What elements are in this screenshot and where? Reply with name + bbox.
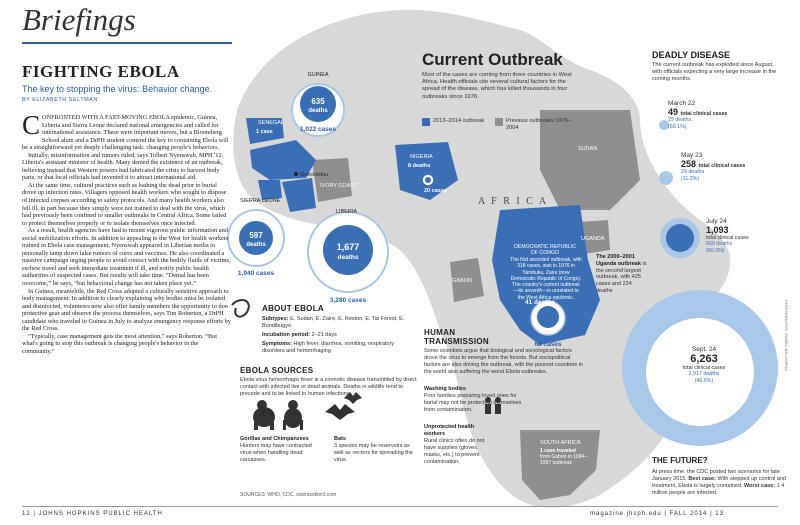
sl-deaths-label: deaths <box>246 242 266 248</box>
paragraph: ONFRONTED WITH A FAST-MOVING EBOLA epidemic, Guinea, Liberia and Sierra Leone declared national emergencies and called for international assistance. These were important moves, but a Bloomberg School alum and a DrPH student contend the key to containing Ebola will be a straightforward yet deeply challenging task: changing people's behaviors. <box>22 114 229 152</box>
worst-case-text: 1.4 million people are infected. <box>652 483 785 496</box>
legend-previous: Previous outbreaks 1976–2004 <box>506 118 571 131</box>
best-case-text: With stepped up control and treatment, Ebola is largely contained. <box>652 476 786 489</box>
nigeria-deaths-circle <box>425 177 431 183</box>
paragraph: At the same time, cultural practices such as bathing the dead prior to burial drove up infection rates. Villagers opposed health workers who sought to dispose of infected corpses according to safety protocols. And many health workers also fell ill, in part because they simply were not trained to deal with the virus, which had previously been confined to smaller outbreaks in Central Africa. Some failed to protect themselves properly or to isolate themselves once infected. <box>22 181 227 227</box>
drc-deaths: 41 deaths <box>525 299 555 306</box>
subtypes-value: E. Sudan, E. Zaire, E. Reston, E. Tai Forest, E. Bundibugyo <box>262 316 405 329</box>
article-body <box>22 110 232 356</box>
workers-text: Rural clinics often do not have supplies (gloves, masks, etc.) to prevent contamination. <box>424 438 485 465</box>
sierra-leone-label: SIERRA LEONE <box>240 198 281 204</box>
sources-title: EBOLA SOURCES <box>240 366 314 375</box>
liberia-deaths-num: 1,677 <box>336 242 360 252</box>
workers-note <box>424 424 486 466</box>
dropcap: C <box>22 110 41 140</box>
symptoms-label: Symptoms: <box>262 341 292 347</box>
paragraph: Initially, misinformation and rumors ruled, says Tolbert Nyenswah, MPH '12, Liberia's assistant minister of health. Many denied the existence of an outbreak, believing instead that Western powers had fabricated the crisis to harvest body parts, or that local officials had invented it to attract international aid. <box>22 151 224 182</box>
gorillas-note <box>240 436 322 464</box>
transmission-text: Some scientists argue that biological and sociological factors drove the virus to emerge from the forests. But sociopolitical factors are also driving the outbreak, with the poorest countries in the world also suffering the worst Ebola outbreaks. <box>424 348 583 375</box>
legend-swatch-previous <box>495 118 503 126</box>
future-intro: At press time, the CDC posted two scenarios for late January 2015. <box>652 469 780 482</box>
timeline-circle-may <box>659 171 673 185</box>
drc-cases: 68 cases <box>534 341 562 348</box>
washing-title: Washing bodies <box>424 386 466 392</box>
drc-label: DEMOCRATIC REPUBLIC OF CONGO <box>514 244 576 257</box>
about-incubation <box>262 332 412 339</box>
guinea-deaths-num: 635 <box>311 97 325 106</box>
section-rule <box>22 42 232 44</box>
africa-label: A F R I C A <box>478 196 549 207</box>
symptoms-value: High fever, diarrhea, vomiting, respiratory disorders and hemorrhaging <box>262 341 395 354</box>
about-symptoms <box>262 341 412 355</box>
bats-text: 3 species may be reservoirs as well as vectors for spreading the virus. <box>334 443 413 463</box>
timeline-entry-july <box>706 218 776 254</box>
section-title: Briefings <box>22 2 136 37</box>
gorillas-text: Hunters may have contracted virus when handling dead carcasses. <box>240 443 312 463</box>
future-title: THE FUTURE? <box>652 456 708 465</box>
footer-left: 12 | JOHNS HOPKINS PUBLIC HEALTH <box>22 511 163 517</box>
timeline-entry-march <box>668 100 748 130</box>
ivory-coast-label: IVORY COAST <box>320 183 358 189</box>
timeline-date: May 23 <box>681 152 703 159</box>
timeline-percent: (59.1%) <box>668 123 687 130</box>
subtypes-label: Subtypes: <box>262 316 289 322</box>
about-ebola-title: ABOUT EBOLA <box>262 304 324 313</box>
timeline-total: 258 total clinical cases <box>681 159 746 169</box>
south-africa-note <box>540 448 598 467</box>
transmission-title: HUMAN TRANSMISSION <box>424 328 489 346</box>
sierra-leone-shape <box>258 180 282 200</box>
sa-note-text: from Gabon in 1994–1997 outbreak <box>540 454 587 467</box>
timeline-deaths: 2,917 deaths <box>688 371 720 377</box>
article-dek: The key to stopping the virus: Behavior change. <box>22 84 213 94</box>
bats-note <box>334 436 414 464</box>
drc-deaths-circle <box>537 306 559 328</box>
timeline-total-label: total clinical cases <box>706 235 749 241</box>
uganda-outbreak-title: The 2000–2001 Uganda outbreak <box>596 254 641 267</box>
washing-note <box>424 386 524 414</box>
timeline-total-label: total clinical cases <box>682 365 726 371</box>
timeline-entry-sept <box>676 346 732 384</box>
timeline-date: July 24 <box>706 218 727 225</box>
liberia-label: LIBERIA <box>336 209 358 215</box>
legend-swatch-current <box>422 118 430 126</box>
timeline-date: Sept. 24 <box>691 346 717 353</box>
sources-text: Ebola virus hemorrhagic fever is a zoonotic disease transmitted by direct contact with infected live or dead animals. Deaths in wildlife tend to precede and to be linked to human infections. <box>240 377 417 397</box>
drc-description: The first recorded outbreak, with 318 cases, was in 1976 in Yambuku, Zaire (now Democratic Republic of Congo). The country's current outbreak—its seventh—is unrelated to the West Africa epidemic. <box>510 257 582 301</box>
timeline-circle-july-inner <box>666 224 694 252</box>
timeline-total: 6,263 <box>690 353 718 365</box>
photo-credit: PHOTOGRAPHY: ISABEL MALASPINA <box>784 300 789 371</box>
paragraph: As a result, health agencies have had to mount vigorous public information and social mobilization efforts. In addition to appealing to the West for health workers trained in Ebola case management, Nyenswah appeared in Liberian media to personally tamp down false rumors of cures and vaccines. He also coordinated a massive campaign urging people to avoid contact with the bodily fluids of victims, eschew travel and seek immediate treatment if ill, and notify public health authorities of suspected cases. But results will take time. “Denial has been overcome,” he says, “but behavioral change has not taken place yet.” <box>22 227 231 288</box>
workers-title: Unprotected health workers <box>424 424 475 437</box>
future-text <box>652 469 788 497</box>
sl-cases-label: 1,940 cases <box>237 270 275 277</box>
uganda-outbreak-note <box>596 254 648 295</box>
gabon-label: GABON <box>452 278 472 284</box>
sl-deaths-num: 597 <box>249 231 263 240</box>
incubation-label: Incubation period: <box>262 332 310 338</box>
about-subtypes <box>262 316 412 330</box>
bats-title: Bats <box>334 436 346 442</box>
gorillas-title: Gorillas and Chimpanzees <box>240 436 309 442</box>
outbreak-description: Most of the cases are coming from three countries in West Africa. Health officials cite several cultural factors for the spread of the disease, which has killed thousands in four outbreaks since 1976. <box>422 72 572 100</box>
deadly-disease-description: The current outbreak has exploded since August, with officials expecting a very large increase in the coming months. <box>652 62 777 82</box>
sudan-label: SUDAN <box>578 146 598 152</box>
sa-note-title: 1 case traveled <box>540 448 576 454</box>
timeline-entry-may <box>681 152 751 182</box>
timeline-deaths: 29 deaths <box>668 117 692 123</box>
gueckedou-label: Guéckédou <box>300 172 329 178</box>
worst-case-label: Worst case: <box>744 483 776 489</box>
timeline-deaths: 660 deaths <box>706 241 733 247</box>
best-case-label: Best case: <box>688 476 716 482</box>
timeline-percent: (11.2%) <box>681 175 700 182</box>
timeline-total-label: total clinical cases <box>680 111 728 117</box>
paragraph: “Typically, case management gets the most attention,” says Roberton. “But what's going to stop this outbreak is changing people's behavior in the community.” <box>22 332 218 355</box>
sources-credit: SOURCES: WHO, CDC, sciencedirect.com <box>240 492 337 498</box>
chimpanzee-icon <box>283 400 303 430</box>
guinea-label: GUINEA <box>307 72 329 78</box>
liberia-cases-label: 3,280 cases <box>329 297 367 304</box>
guinea-deaths-label: deaths <box>308 108 328 114</box>
timeline-total-label: total clinical cases <box>698 163 746 169</box>
legend-current: 2013–2014 outbreak <box>433 118 485 124</box>
washing-text: Poor families preparing loved ones for burial may not be protecting themselves from contamination. <box>424 393 522 413</box>
senegal-cases: 1 case <box>256 129 273 135</box>
nigeria-deaths: 8 deaths <box>408 163 431 169</box>
ivory-coast-shape <box>312 158 352 202</box>
byline: BY ELIZABETH SELTMAN <box>22 97 98 103</box>
incubation-value: 2–21 days <box>311 332 337 338</box>
nigeria-cases: 20 cases <box>424 188 447 194</box>
footer-rule <box>22 506 778 507</box>
timeline-percent: (46.6%) <box>694 377 714 384</box>
outbreak-title: Current Outbreak <box>422 50 563 69</box>
timeline-total: 1,093 <box>706 225 729 235</box>
south-africa-label: SOUTH AFRICA <box>540 440 581 446</box>
timeline-deaths: 29 deaths <box>681 169 705 175</box>
deadly-disease-title: DEADLY DISEASE <box>652 50 731 60</box>
footer-right: magazine.jhsph.edu | FALL 2014 | 13 <box>590 511 724 517</box>
virus-icon <box>232 300 249 317</box>
gueckedou-dot <box>294 172 298 176</box>
gorilla-icon <box>253 400 275 430</box>
timeline-total: 49 total clinical cases <box>668 107 728 117</box>
nigeria-label: NIGERIA <box>410 154 433 160</box>
timeline-date: March 22 <box>668 100 696 107</box>
timeline-percent: (60.3%) <box>706 247 725 254</box>
senegal-label: SENEGAL <box>258 120 284 126</box>
liberia-deaths-label: deaths <box>337 254 359 261</box>
uganda-outbreak-text: is the second largest outbreak, with 425 cases and 224 deaths <box>596 260 647 294</box>
paragraph: In Guinea, meanwhile, the Red Cross adopted a culturally sensitive approach to body management. In addition to clearly explaining why bodies must be isolated and disinfected, volunteers now also offer family members the opportunity to don protective gear and observe the process themselves, says Tim Roberton, a DrPH candidate who traveled to Guinea in July to analyze emergency response efforts by the Red Cross. <box>22 287 231 333</box>
guinea-cases-label: 1,022 cases <box>299 126 337 133</box>
article-title: FIGHTING EBOLA <box>22 62 180 81</box>
uganda-label: UGANDA <box>581 236 605 242</box>
